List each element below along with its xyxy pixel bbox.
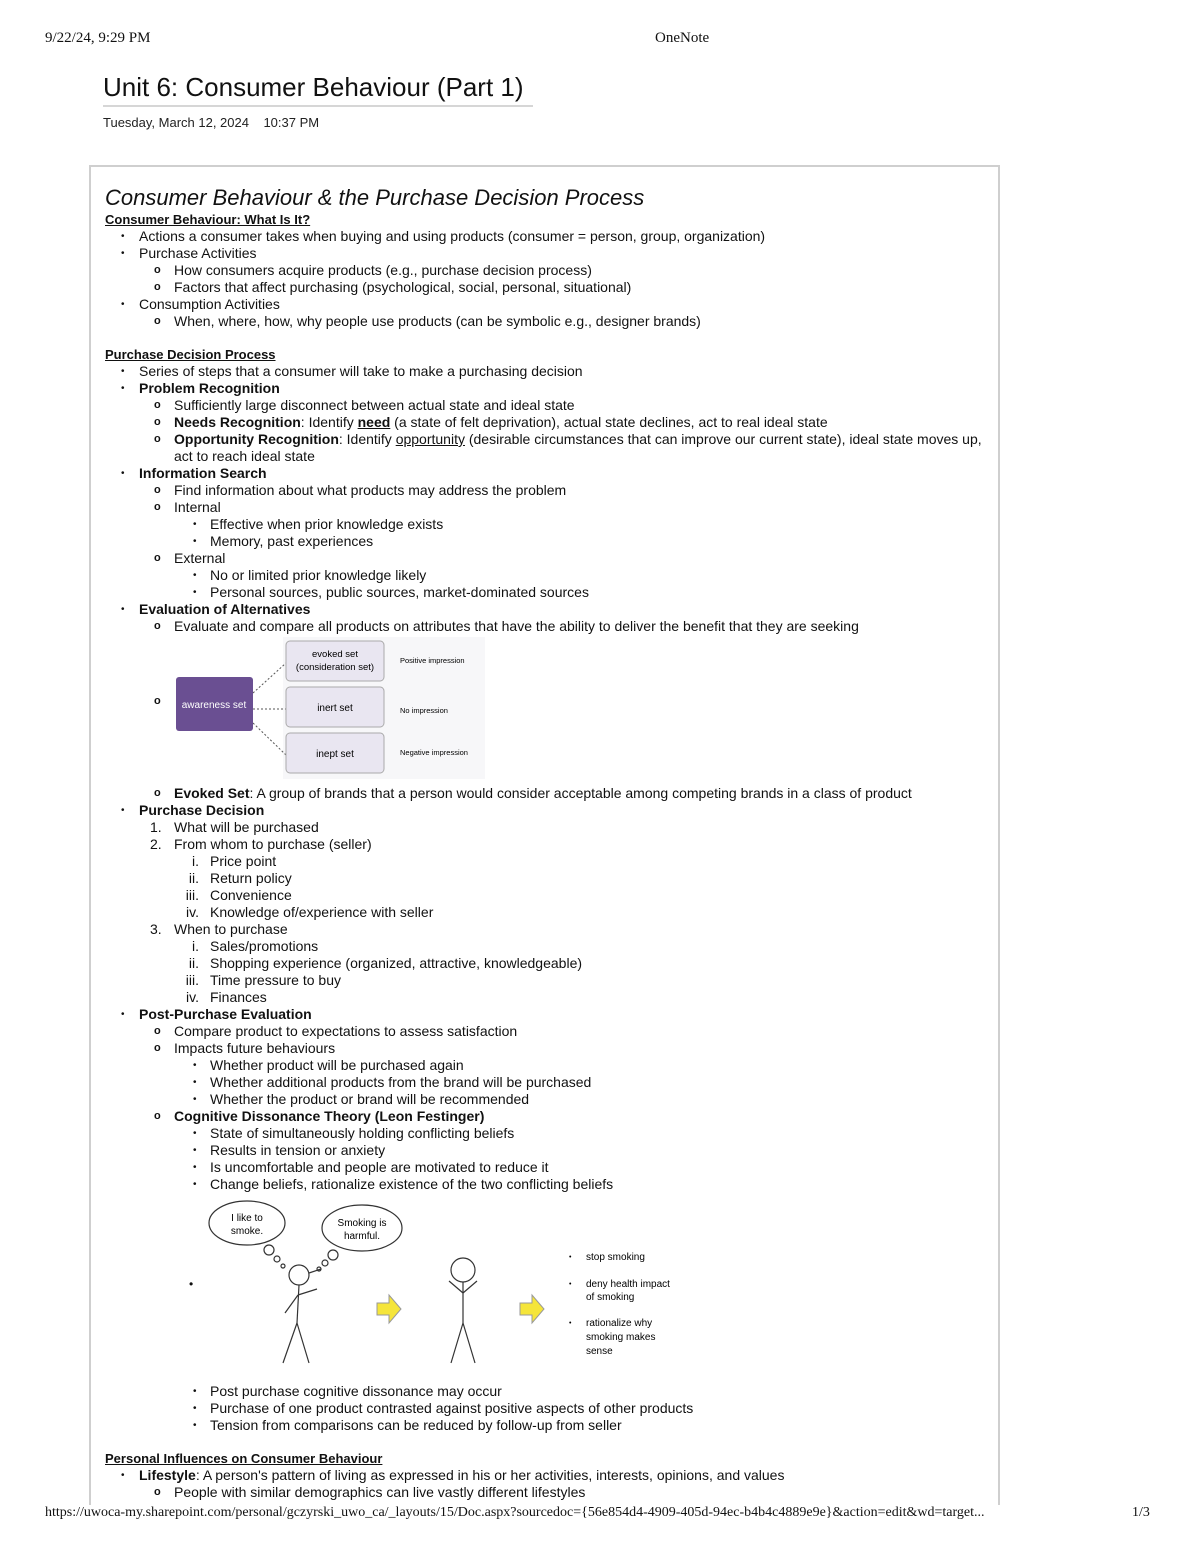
list-item: o Compare product to expectations to assess satisfaction xyxy=(154,1023,518,1039)
circle-bullet-icon: o xyxy=(154,787,161,799)
list-item: o Factors that affect purchasing (psychological, social, personal, situational) xyxy=(154,279,632,295)
list-item: 1. What will be purchased xyxy=(150,819,319,835)
list-item: ii. Return policy xyxy=(105,870,995,887)
list-item: • Memory, past experiences xyxy=(193,533,374,549)
heading-personal-influences: Personal Influences on Consumer Behaviour xyxy=(105,1451,383,1466)
list-item: • Purchase Activities xyxy=(121,245,257,261)
list-item: iii. Convenience xyxy=(105,887,995,904)
list-item: o External xyxy=(154,550,226,566)
list-item: ii. Shopping experience (organized, attractive, knowledgeable) xyxy=(105,955,995,972)
yellow-arrow-icon xyxy=(377,1295,401,1323)
list-item: • Problem Recognition xyxy=(121,380,280,396)
bullet-icon: • xyxy=(193,1403,197,1414)
outcome-deny-line2: of smoking xyxy=(586,1292,635,1303)
bullet-icon: • xyxy=(193,587,197,598)
evoked-set-box xyxy=(286,641,384,681)
bullet-icon: • xyxy=(193,1420,197,1431)
cognitive-dissonance-cartoon xyxy=(105,1193,995,1383)
list-numeral: iv. xyxy=(186,904,199,920)
heading-what-is-it: Consumer Behaviour: What Is It? xyxy=(105,212,311,227)
list-item: • Whether the product or brand will be recommended xyxy=(193,1091,530,1107)
print-url: https://uwoca-my.sharepoint.com/personal/gczyrski_uwo_ca/_layouts/15/Doc.aspx?sourcedoc={56e854d4-4909-405d-94ec-b4b4c4889e9e}&action=edit&wd=target... xyxy=(45,1505,985,1520)
stick-figure-smoking xyxy=(283,1265,321,1363)
list-item: • Whether product will be purchased again xyxy=(193,1057,464,1073)
bullet-icon: • xyxy=(193,519,197,530)
list-item: o Evoked Set: A group of brands that a person would consider acceptable among competing brands in a class of product xyxy=(154,785,912,801)
note-title: Consumer Behaviour & the Purchase Decision Process xyxy=(105,185,645,210)
connector-lines xyxy=(253,663,286,755)
list-item: o Impacts future behaviours xyxy=(154,1040,336,1056)
list-item: • State of simultaneously holding conflicting beliefs xyxy=(193,1125,515,1141)
list-item: • Change beliefs, rationalize existence of the two conflicting beliefs xyxy=(193,1176,614,1192)
list-item: • Consumption Activities xyxy=(121,296,280,312)
list-item: o How consumers acquire products (e.g., purchase decision process) xyxy=(154,262,592,278)
list-item: o Sufficiently large disconnect between actual state and ideal state xyxy=(154,397,575,413)
circle-bullet-icon: o xyxy=(154,484,161,496)
list-item: • Actions a consumer takes when buying and using products (consumer = person, group, organization) xyxy=(121,228,766,244)
bullet-icon: • xyxy=(193,1128,197,1139)
circle-bullet-icon: o xyxy=(154,1486,161,1498)
list-item: i. Sales/promotions xyxy=(105,938,995,955)
page-date-day: Tuesday, March 12, 2024 xyxy=(103,115,249,130)
bullet-icon: • xyxy=(121,604,125,615)
list-item: • Purchase Decision xyxy=(121,802,265,818)
inept-set-label: inept set xyxy=(316,749,354,760)
list-item: o Internal xyxy=(154,499,221,515)
list-numeral: ii. xyxy=(188,870,199,886)
circle-bullet-icon: o xyxy=(154,552,161,564)
list-numeral: iii. xyxy=(185,972,199,988)
bullet-icon: • xyxy=(121,299,125,310)
list-item: • Tension from comparisons can be reduced by follow-up from seller xyxy=(193,1417,622,1433)
circle-bullet-icon: o xyxy=(154,620,161,632)
list-item: • Effective when prior knowledge exists xyxy=(193,516,444,532)
bullet-icon: • xyxy=(569,1281,572,1288)
list-item: i. Price point xyxy=(105,853,995,870)
bullet-icon: • xyxy=(189,1277,194,1291)
list-item: • No or limited prior knowledge likely xyxy=(193,567,427,583)
list-numeral: iv. xyxy=(186,989,199,1005)
set-diagram-svg xyxy=(173,637,563,782)
list-item: • Personal sources, public sources, market-dominated sources xyxy=(193,584,589,600)
circle-bullet-icon: o xyxy=(154,399,161,411)
thought-bubble-left-line1: I like to xyxy=(231,1213,263,1224)
circle-bullet-icon: o xyxy=(154,501,161,513)
bullet-icon: • xyxy=(121,248,125,259)
circle-bullet-icon: o xyxy=(154,281,161,293)
outcome-deny-line1: deny health impact xyxy=(586,1279,670,1290)
bullet-icon: • xyxy=(193,1162,197,1173)
list-item: • Series of steps that a consumer will take to make a purchasing decision xyxy=(121,363,583,379)
circle-bullet-icon: o xyxy=(154,1042,161,1054)
circle-bullet-icon: o xyxy=(154,1110,161,1122)
list-item: iv. Finances xyxy=(105,989,995,1006)
page-date xyxy=(103,115,319,130)
list-item: o Find information about what products may address the problem xyxy=(154,482,567,498)
bullet-icon: • xyxy=(121,468,125,479)
list-item: o People with similar demographics can live vastly different lifestyles xyxy=(154,1484,586,1500)
print-page-number: 1/3 xyxy=(1132,1505,1150,1520)
list-numeral: iii. xyxy=(185,887,199,903)
yellow-arrow-icon xyxy=(520,1295,544,1323)
list-item: • Information Search xyxy=(121,465,267,481)
negative-impression-label: Negative impression xyxy=(400,748,468,757)
list-item: • Lifestyle: A person's pattern of living as expressed in his or her activities, interests, opinions, and values xyxy=(121,1467,785,1483)
circle-bullet-icon: o xyxy=(154,695,161,707)
list-number: 1. xyxy=(150,819,162,835)
evoked-set-label: evoked set xyxy=(312,649,358,660)
bullet-icon: • xyxy=(193,1060,197,1071)
awareness-set-label: awareness set xyxy=(181,700,247,711)
list-item: 2. From whom to purchase (seller) xyxy=(150,836,372,852)
list-numeral: i. xyxy=(192,938,199,954)
bullet-icon: • xyxy=(569,1320,572,1327)
list-numeral: ii. xyxy=(188,955,199,971)
stick-figure-anxious xyxy=(449,1258,477,1363)
circle-bullet-icon: o xyxy=(154,1025,161,1037)
bullet-icon: • xyxy=(569,1254,572,1261)
list-item: o Evaluate and compare all products on attributes that have the ability to deliver the benefit that they are seeking xyxy=(154,618,859,634)
bullet-icon: • xyxy=(121,383,125,394)
cartoon-svg xyxy=(205,1193,705,1378)
thought-bubble-left-line2: smoke. xyxy=(230,1226,264,1237)
bullet-icon: • xyxy=(193,1094,197,1105)
print-app-name: OneNote xyxy=(655,30,710,46)
list-item: o Opportunity Recognition: Identify opportunity (desirable circumstances that can improve our current state), ideal state moves up, act to reach ideal state xyxy=(154,431,982,464)
circle-bullet-icon: o xyxy=(154,416,161,428)
bullet-icon: • xyxy=(193,570,197,581)
bullet-icon: • xyxy=(121,805,125,816)
list-item: • Is uncomfortable and people are motivated to reduce it xyxy=(193,1159,549,1175)
positive-impression-label: Positive impression xyxy=(400,656,465,665)
bullet-icon: • xyxy=(193,1386,197,1397)
list-item: iii. Time pressure to buy xyxy=(105,972,995,989)
outcome-stop-smoking: stop smoking xyxy=(586,1252,645,1263)
outcome-rationalize-line3: sense xyxy=(586,1346,613,1357)
bullet-icon: • xyxy=(121,1009,125,1020)
thought-bubble-right-line2: harmful. xyxy=(343,1231,381,1242)
consideration-set-diagram xyxy=(105,635,995,785)
list-number: 2. xyxy=(150,836,162,852)
list-item: o Needs Recognition: Identify need (a state of felt deprivation), actual state declines, act to real ideal state xyxy=(154,414,828,430)
print-datetime: 9/22/24, 9:29 PM xyxy=(45,30,151,46)
list-item: • Post purchase cognitive dissonance may occur xyxy=(193,1383,502,1399)
list-item: • Results in tension or anxiety xyxy=(193,1142,386,1158)
list-numeral: i. xyxy=(192,853,199,869)
circle-bullet-icon: o xyxy=(154,315,161,327)
bullet-icon: • xyxy=(193,1077,197,1088)
list-item: • Post-Purchase Evaluation xyxy=(121,1006,312,1022)
list-item: o When, where, how, why people use products (can be symbolic e.g., designer brands) xyxy=(154,313,701,329)
outcome-rationalize-line1: rationalize why xyxy=(586,1318,653,1329)
no-impression-label: No impression xyxy=(400,706,448,715)
list-item: • Evaluation of Alternatives xyxy=(121,601,311,617)
bullet-icon: • xyxy=(121,1470,125,1481)
list-number: 3. xyxy=(150,921,162,937)
heading-purchase-decision-process: Purchase Decision Process xyxy=(105,347,276,362)
list-item: • Purchase of one product contrasted against positive aspects of other products xyxy=(193,1400,694,1416)
note-content xyxy=(105,185,995,1501)
thought-bubble-right-line1: Smoking is xyxy=(337,1218,387,1229)
page-date-time: 10:37 PM xyxy=(263,115,320,130)
outcome-rationalize-line2: smoking makes xyxy=(586,1332,656,1343)
consideration-set-label: (consideration set) xyxy=(295,662,375,673)
bullet-icon: • xyxy=(193,1179,197,1190)
circle-bullet-icon: o xyxy=(154,264,161,276)
circle-bullet-icon: o xyxy=(154,433,161,445)
list-item: iv. Knowledge of/experience with seller xyxy=(105,904,995,921)
inert-set-label: inert set xyxy=(317,703,353,714)
bullet-icon: • xyxy=(121,231,125,242)
list-item: o Cognitive Dissonance Theory (Leon Festinger) xyxy=(154,1108,485,1124)
bullet-icon: • xyxy=(121,366,125,377)
list-item: • Whether additional products from the brand will be purchased xyxy=(193,1074,592,1090)
bullet-icon: • xyxy=(193,536,197,547)
list-item: 3. When to purchase xyxy=(150,921,288,937)
page-title: Unit 6: Consumer Behaviour (Part 1) xyxy=(103,72,533,107)
bullet-icon: • xyxy=(193,1145,197,1156)
